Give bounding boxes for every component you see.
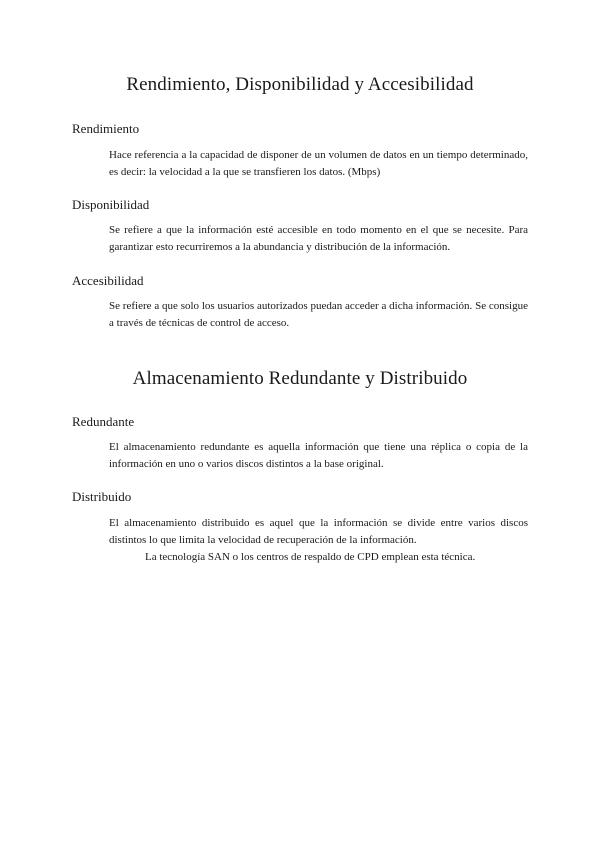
subheading-distribuido: Distribuido (72, 489, 132, 504)
paragraph-distribuido-note: La tecnología SAN o los centros de respaldo de CPD emplean esta técnica. (145, 551, 476, 563)
section-title-rendimiento: Rendimiento, Disponibilidad y Accesibilidad (126, 74, 474, 95)
paragraph-accesibilidad: Se refiere a que solo los usuarios autorizados puedan acceder a dicha información. Se consigue a través de técnicas de control de acceso. (109, 300, 528, 329)
paragraph-distribuido-block (109, 515, 528, 566)
subheading-accesibilidad: Accesibilidad (72, 273, 144, 288)
subheading-rendimiento: Rendimiento (72, 121, 140, 136)
subheading-disponibilidad: Disponibilidad (72, 197, 150, 212)
paragraph-redundante: El almacenamiento redundante es aquella información que tiene una réplica o copia de la información en uno o varios discos distintos a la base original. (109, 441, 528, 470)
paragraph-rendimiento: Hace referencia a la capacidad de disponer de un volumen de datos en un tiempo determinado, es decir: la velocidad a la que se transfieren los datos. (Mbps) (109, 149, 528, 178)
paragraph-distribuido: El almacenamiento distribuido es aquel que la información se divide entre varios discos distintos lo que limita la velocidad de recuperación de la información. (109, 517, 528, 546)
paragraph-disponibilidad: Se refiere a que la información esté accesible en todo momento en el que se necesite. Para garantizar esto recurriremos a la abundancia y distribución de la información. (109, 224, 528, 253)
section-title-almacenamiento: Almacenamiento Redundante y Distribuido (132, 368, 468, 389)
subheading-redundante: Redundante (72, 414, 135, 429)
